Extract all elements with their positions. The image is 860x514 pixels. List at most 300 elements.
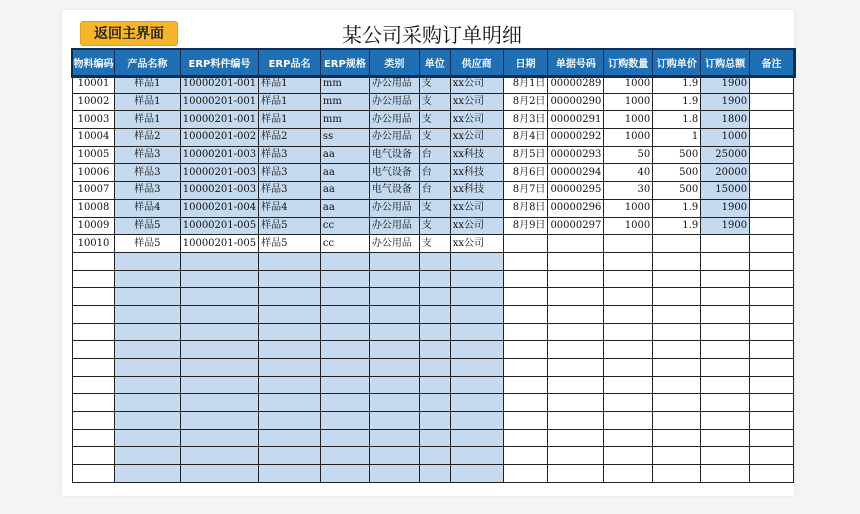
column-header[interactable]: 供应商 xyxy=(450,50,503,76)
table-cell[interactable] xyxy=(548,235,604,253)
table-cell[interactable] xyxy=(180,412,258,430)
table-cell[interactable]: 样品1 xyxy=(114,76,180,94)
table-cell[interactable]: 8月2日 xyxy=(503,93,548,111)
table-cell[interactable] xyxy=(604,252,653,270)
table-cell[interactable] xyxy=(369,429,419,447)
table-cell[interactable] xyxy=(653,288,701,306)
table-cell[interactable]: 支 xyxy=(419,76,450,94)
table-cell[interactable]: 1000 xyxy=(604,129,653,147)
table-cell[interactable] xyxy=(701,305,750,323)
table-cell[interactable]: 1900 xyxy=(701,217,750,235)
table-cell[interactable] xyxy=(320,305,369,323)
table-cell[interactable] xyxy=(503,359,548,377)
table-cell[interactable] xyxy=(73,252,115,270)
table-cell[interactable] xyxy=(73,323,115,341)
table-cell[interactable] xyxy=(180,465,258,483)
table-cell[interactable] xyxy=(180,359,258,377)
table-cell[interactable] xyxy=(450,288,503,306)
table-cell[interactable]: 00000295 xyxy=(548,182,604,200)
table-cell[interactable] xyxy=(503,270,548,288)
column-header[interactable]: ERP料件编号 xyxy=(180,50,258,76)
table-cell[interactable]: 1900 xyxy=(701,93,750,111)
table-cell[interactable]: 1.9 xyxy=(653,76,701,94)
table-cell[interactable]: 支 xyxy=(419,199,450,217)
table-cell[interactable] xyxy=(750,111,794,129)
table-cell[interactable]: aa xyxy=(320,146,369,164)
table-cell[interactable]: 8月9日 xyxy=(503,217,548,235)
table-cell[interactable]: 10007 xyxy=(73,182,115,200)
table-cell[interactable] xyxy=(114,447,180,465)
table-cell[interactable] xyxy=(259,305,321,323)
table-cell[interactable] xyxy=(180,288,258,306)
table-cell[interactable] xyxy=(180,305,258,323)
table-cell[interactable] xyxy=(750,76,794,94)
table-cell[interactable] xyxy=(750,305,794,323)
table-cell[interactable] xyxy=(701,412,750,430)
table-cell[interactable] xyxy=(503,341,548,359)
table-cell[interactable] xyxy=(653,394,701,412)
table-cell[interactable]: mm xyxy=(320,111,369,129)
table-cell[interactable] xyxy=(320,412,369,430)
table-cell[interactable] xyxy=(750,182,794,200)
table-cell[interactable] xyxy=(180,394,258,412)
table-cell[interactable] xyxy=(750,341,794,359)
table-cell[interactable] xyxy=(604,341,653,359)
table-cell[interactable]: 样品4 xyxy=(114,199,180,217)
table-cell[interactable] xyxy=(180,429,258,447)
table-cell[interactable] xyxy=(369,359,419,377)
table-cell[interactable] xyxy=(653,270,701,288)
table-cell[interactable] xyxy=(180,323,258,341)
table-cell[interactable] xyxy=(653,447,701,465)
table-cell[interactable]: 00000290 xyxy=(548,93,604,111)
table-cell[interactable]: aa xyxy=(320,182,369,200)
table-cell[interactable] xyxy=(653,235,701,253)
table-cell[interactable] xyxy=(750,323,794,341)
table-cell[interactable] xyxy=(450,429,503,447)
table-cell[interactable]: 台 xyxy=(419,146,450,164)
table-cell[interactable]: 10000201-001 xyxy=(180,93,258,111)
table-cell[interactable] xyxy=(653,305,701,323)
table-cell[interactable]: 样品2 xyxy=(114,129,180,147)
table-cell[interactable]: 10000201-001 xyxy=(180,76,258,94)
table-cell[interactable]: 办公用品 xyxy=(369,235,419,253)
table-cell[interactable] xyxy=(320,323,369,341)
table-cell[interactable]: 10000201-003 xyxy=(180,164,258,182)
table-cell[interactable]: cc xyxy=(320,217,369,235)
column-header[interactable]: 产品名称 xyxy=(114,50,180,76)
table-cell[interactable]: 15000 xyxy=(701,182,750,200)
table-cell[interactable]: 办公用品 xyxy=(369,76,419,94)
table-cell[interactable] xyxy=(320,394,369,412)
table-cell[interactable] xyxy=(114,394,180,412)
table-cell[interactable]: 10000201-005 xyxy=(180,217,258,235)
table-cell[interactable] xyxy=(450,447,503,465)
table-cell[interactable]: 8月1日 xyxy=(503,76,548,94)
table-cell[interactable] xyxy=(73,305,115,323)
table-cell[interactable] xyxy=(114,305,180,323)
table-cell[interactable]: 样品5 xyxy=(259,235,321,253)
table-cell[interactable]: 00000292 xyxy=(548,129,604,147)
table-cell[interactable] xyxy=(604,323,653,341)
table-cell[interactable] xyxy=(548,429,604,447)
table-cell[interactable] xyxy=(604,288,653,306)
table-cell[interactable] xyxy=(419,252,450,270)
table-cell[interactable] xyxy=(450,465,503,483)
table-cell[interactable] xyxy=(653,429,701,447)
table-cell[interactable]: 电气设备 xyxy=(369,182,419,200)
table-cell[interactable]: 1 xyxy=(653,129,701,147)
column-header[interactable]: 类别 xyxy=(369,50,419,76)
table-cell[interactable] xyxy=(419,376,450,394)
table-cell[interactable] xyxy=(503,447,548,465)
column-header[interactable]: ERP规格 xyxy=(320,50,369,76)
table-cell[interactable] xyxy=(653,465,701,483)
table-cell[interactable] xyxy=(548,394,604,412)
table-cell[interactable]: 样品3 xyxy=(259,146,321,164)
table-cell[interactable]: ss xyxy=(320,129,369,147)
table-cell[interactable]: 样品3 xyxy=(114,182,180,200)
table-cell[interactable]: 10009 xyxy=(73,217,115,235)
table-cell[interactable] xyxy=(259,359,321,377)
column-header[interactable]: 物料编码 xyxy=(73,50,115,76)
table-cell[interactable] xyxy=(653,376,701,394)
table-cell[interactable]: 10004 xyxy=(73,129,115,147)
column-header[interactable]: 单据号码 xyxy=(548,50,604,76)
table-cell[interactable] xyxy=(450,394,503,412)
table-cell[interactable] xyxy=(259,376,321,394)
table-cell[interactable]: 1.8 xyxy=(653,111,701,129)
table-cell[interactable]: xx公司 xyxy=(450,76,503,94)
table-cell[interactable]: 办公用品 xyxy=(369,129,419,147)
table-cell[interactable]: 办公用品 xyxy=(369,199,419,217)
table-cell[interactable] xyxy=(73,288,115,306)
table-cell[interactable] xyxy=(653,359,701,377)
table-cell[interactable] xyxy=(259,429,321,447)
table-cell[interactable] xyxy=(320,447,369,465)
table-cell[interactable] xyxy=(369,412,419,430)
table-cell[interactable] xyxy=(369,394,419,412)
table-cell[interactable]: 20000 xyxy=(701,164,750,182)
table-cell[interactable]: 样品5 xyxy=(114,217,180,235)
table-cell[interactable]: 样品3 xyxy=(114,146,180,164)
table-cell[interactable]: 1000 xyxy=(604,76,653,94)
table-cell[interactable] xyxy=(114,359,180,377)
table-cell[interactable]: 办公用品 xyxy=(369,111,419,129)
table-cell[interactable]: 样品5 xyxy=(259,217,321,235)
table-cell[interactable] xyxy=(503,465,548,483)
table-cell[interactable]: 10001 xyxy=(73,76,115,94)
table-cell[interactable] xyxy=(701,323,750,341)
table-cell[interactable]: 8月4日 xyxy=(503,129,548,147)
table-cell[interactable]: 10000201-001 xyxy=(180,111,258,129)
table-cell[interactable] xyxy=(750,465,794,483)
table-cell[interactable] xyxy=(180,341,258,359)
table-cell[interactable]: 40 xyxy=(604,164,653,182)
table-cell[interactable]: 样品2 xyxy=(259,129,321,147)
table-cell[interactable] xyxy=(503,429,548,447)
table-cell[interactable] xyxy=(604,412,653,430)
table-cell[interactable]: 10000201-003 xyxy=(180,146,258,164)
table-cell[interactable] xyxy=(450,305,503,323)
table-cell[interactable]: 8月6日 xyxy=(503,164,548,182)
table-cell[interactable] xyxy=(419,341,450,359)
table-cell[interactable] xyxy=(450,341,503,359)
table-cell[interactable]: 样品3 xyxy=(259,164,321,182)
table-cell[interactable] xyxy=(750,146,794,164)
table-cell[interactable]: 1000 xyxy=(604,199,653,217)
table-cell[interactable] xyxy=(73,429,115,447)
table-cell[interactable]: 10010 xyxy=(73,235,115,253)
table-cell[interactable]: 1000 xyxy=(604,217,653,235)
table-cell[interactable] xyxy=(180,376,258,394)
table-cell[interactable] xyxy=(419,412,450,430)
table-cell[interactable]: aa xyxy=(320,164,369,182)
table-cell[interactable] xyxy=(548,341,604,359)
table-cell[interactable] xyxy=(750,447,794,465)
table-cell[interactable] xyxy=(369,305,419,323)
table-cell[interactable] xyxy=(701,465,750,483)
table-cell[interactable]: aa xyxy=(320,199,369,217)
table-cell[interactable]: xx公司 xyxy=(450,129,503,147)
table-cell[interactable]: 样品5 xyxy=(114,235,180,253)
table-cell[interactable]: xx科技 xyxy=(450,164,503,182)
table-cell[interactable] xyxy=(369,465,419,483)
table-cell[interactable] xyxy=(259,323,321,341)
table-cell[interactable] xyxy=(114,288,180,306)
table-cell[interactable]: 10008 xyxy=(73,199,115,217)
table-cell[interactable] xyxy=(320,270,369,288)
table-cell[interactable] xyxy=(604,465,653,483)
table-cell[interactable]: 样品3 xyxy=(259,182,321,200)
table-cell[interactable] xyxy=(259,252,321,270)
table-cell[interactable] xyxy=(701,376,750,394)
table-cell[interactable] xyxy=(73,359,115,377)
table-cell[interactable]: 500 xyxy=(653,164,701,182)
table-cell[interactable] xyxy=(114,323,180,341)
table-cell[interactable] xyxy=(653,341,701,359)
table-cell[interactable]: 1.9 xyxy=(653,93,701,111)
table-cell[interactable] xyxy=(259,394,321,412)
table-cell[interactable] xyxy=(320,252,369,270)
table-cell[interactable]: 500 xyxy=(653,182,701,200)
table-cell[interactable]: mm xyxy=(320,76,369,94)
table-cell[interactable] xyxy=(750,376,794,394)
table-cell[interactable] xyxy=(701,252,750,270)
table-cell[interactable] xyxy=(450,376,503,394)
table-cell[interactable] xyxy=(419,394,450,412)
table-cell[interactable] xyxy=(503,288,548,306)
table-cell[interactable] xyxy=(180,270,258,288)
table-cell[interactable] xyxy=(750,288,794,306)
table-cell[interactable]: xx科技 xyxy=(450,182,503,200)
table-cell[interactable]: 00000293 xyxy=(548,146,604,164)
table-cell[interactable]: xx公司 xyxy=(450,235,503,253)
table-cell[interactable]: 支 xyxy=(419,111,450,129)
table-cell[interactable] xyxy=(503,252,548,270)
table-cell[interactable] xyxy=(259,447,321,465)
table-cell[interactable] xyxy=(73,447,115,465)
table-cell[interactable] xyxy=(369,323,419,341)
table-cell[interactable] xyxy=(604,376,653,394)
table-cell[interactable] xyxy=(450,359,503,377)
table-cell[interactable] xyxy=(419,323,450,341)
table-cell[interactable]: 支 xyxy=(419,129,450,147)
back-to-main-button[interactable]: 返回主界面 xyxy=(80,21,178,46)
table-cell[interactable]: 1.9 xyxy=(653,217,701,235)
table-cell[interactable] xyxy=(653,412,701,430)
table-cell[interactable] xyxy=(604,305,653,323)
table-cell[interactable] xyxy=(419,447,450,465)
table-cell[interactable]: xx公司 xyxy=(450,199,503,217)
table-cell[interactable]: 办公用品 xyxy=(369,93,419,111)
table-cell[interactable] xyxy=(750,359,794,377)
table-cell[interactable] xyxy=(320,429,369,447)
table-cell[interactable]: 支 xyxy=(419,235,450,253)
table-cell[interactable]: mm xyxy=(320,93,369,111)
table-cell[interactable]: 1.9 xyxy=(653,199,701,217)
table-cell[interactable] xyxy=(604,359,653,377)
table-cell[interactable] xyxy=(73,270,115,288)
table-cell[interactable]: 00000297 xyxy=(548,217,604,235)
table-cell[interactable] xyxy=(73,412,115,430)
table-cell[interactable]: 8月3日 xyxy=(503,111,548,129)
table-cell[interactable]: 样品1 xyxy=(259,93,321,111)
column-header[interactable]: 订购总额 xyxy=(701,50,750,76)
table-cell[interactable] xyxy=(548,465,604,483)
table-cell[interactable]: 1800 xyxy=(701,111,750,129)
table-cell[interactable] xyxy=(320,465,369,483)
table-cell[interactable]: 台 xyxy=(419,164,450,182)
table-cell[interactable] xyxy=(548,376,604,394)
column-header[interactable]: 订购数量 xyxy=(604,50,653,76)
table-cell[interactable]: 样品1 xyxy=(114,111,180,129)
table-cell[interactable] xyxy=(114,412,180,430)
table-cell[interactable] xyxy=(114,341,180,359)
table-cell[interactable] xyxy=(604,270,653,288)
table-cell[interactable] xyxy=(259,465,321,483)
table-cell[interactable]: 8月7日 xyxy=(503,182,548,200)
table-cell[interactable] xyxy=(320,359,369,377)
table-cell[interactable]: 30 xyxy=(604,182,653,200)
table-cell[interactable]: 00000294 xyxy=(548,164,604,182)
table-cell[interactable] xyxy=(548,288,604,306)
table-cell[interactable] xyxy=(701,288,750,306)
table-cell[interactable] xyxy=(701,341,750,359)
column-header[interactable]: 订购单价 xyxy=(653,50,701,76)
table-cell[interactable] xyxy=(259,288,321,306)
table-cell[interactable] xyxy=(369,288,419,306)
table-cell[interactable]: 10000201-004 xyxy=(180,199,258,217)
table-cell[interactable] xyxy=(114,252,180,270)
table-cell[interactable] xyxy=(450,270,503,288)
table-cell[interactable] xyxy=(450,412,503,430)
column-header[interactable]: ERP品名 xyxy=(259,50,321,76)
table-cell[interactable] xyxy=(73,465,115,483)
table-cell[interactable] xyxy=(548,359,604,377)
table-cell[interactable] xyxy=(419,359,450,377)
table-cell[interactable] xyxy=(419,429,450,447)
table-cell[interactable]: 样品1 xyxy=(259,111,321,129)
table-cell[interactable] xyxy=(503,305,548,323)
table-cell[interactable] xyxy=(604,429,653,447)
table-cell[interactable] xyxy=(114,376,180,394)
table-cell[interactable]: 样品1 xyxy=(259,76,321,94)
table-cell[interactable]: xx公司 xyxy=(450,217,503,235)
table-cell[interactable]: 8月5日 xyxy=(503,146,548,164)
column-header[interactable]: 日期 xyxy=(503,50,548,76)
table-cell[interactable]: 1000 xyxy=(604,93,653,111)
table-cell[interactable] xyxy=(259,412,321,430)
table-cell[interactable] xyxy=(604,447,653,465)
table-cell[interactable] xyxy=(369,376,419,394)
table-cell[interactable] xyxy=(369,447,419,465)
table-cell[interactable]: 10000201-002 xyxy=(180,129,258,147)
table-cell[interactable] xyxy=(450,252,503,270)
table-cell[interactable]: 10006 xyxy=(73,164,115,182)
table-cell[interactable] xyxy=(750,93,794,111)
table-cell[interactable]: 办公用品 xyxy=(369,217,419,235)
table-cell[interactable]: 1000 xyxy=(701,129,750,147)
table-cell[interactable]: xx公司 xyxy=(450,111,503,129)
table-cell[interactable]: 10000201-005 xyxy=(180,235,258,253)
table-cell[interactable] xyxy=(548,323,604,341)
table-cell[interactable] xyxy=(503,323,548,341)
table-cell[interactable] xyxy=(701,447,750,465)
table-cell[interactable]: 支 xyxy=(419,217,450,235)
table-cell[interactable] xyxy=(73,341,115,359)
table-cell[interactable] xyxy=(369,341,419,359)
table-cell[interactable] xyxy=(750,235,794,253)
table-cell[interactable] xyxy=(503,412,548,430)
table-cell[interactable]: 1900 xyxy=(701,76,750,94)
table-cell[interactable]: 支 xyxy=(419,93,450,111)
table-cell[interactable]: 00000296 xyxy=(548,199,604,217)
table-cell[interactable]: 10002 xyxy=(73,93,115,111)
table-cell[interactable]: 8月8日 xyxy=(503,199,548,217)
table-cell[interactable] xyxy=(180,447,258,465)
table-cell[interactable] xyxy=(369,270,419,288)
table-cell[interactable] xyxy=(259,341,321,359)
table-cell[interactable] xyxy=(701,270,750,288)
table-cell[interactable]: 样品1 xyxy=(114,93,180,111)
table-cell[interactable] xyxy=(548,447,604,465)
table-cell[interactable]: 样品4 xyxy=(259,199,321,217)
table-cell[interactable]: 1900 xyxy=(701,199,750,217)
table-cell[interactable] xyxy=(750,412,794,430)
table-cell[interactable] xyxy=(419,288,450,306)
table-cell[interactable]: 00000289 xyxy=(548,76,604,94)
table-cell[interactable] xyxy=(604,235,653,253)
column-header[interactable]: 单位 xyxy=(419,50,450,76)
table-cell[interactable]: 电气设备 xyxy=(369,146,419,164)
table-cell[interactable] xyxy=(114,270,180,288)
table-cell[interactable] xyxy=(320,376,369,394)
table-cell[interactable] xyxy=(419,305,450,323)
table-cell[interactable] xyxy=(369,252,419,270)
table-cell[interactable] xyxy=(750,252,794,270)
table-cell[interactable] xyxy=(750,217,794,235)
table-cell[interactable] xyxy=(180,252,258,270)
table-cell[interactable]: 样品3 xyxy=(114,164,180,182)
table-cell[interactable]: 电气设备 xyxy=(369,164,419,182)
table-cell[interactable] xyxy=(701,394,750,412)
table-cell[interactable] xyxy=(604,394,653,412)
table-cell[interactable] xyxy=(503,394,548,412)
table-cell[interactable] xyxy=(653,252,701,270)
table-cell[interactable] xyxy=(114,429,180,447)
table-cell[interactable] xyxy=(750,164,794,182)
